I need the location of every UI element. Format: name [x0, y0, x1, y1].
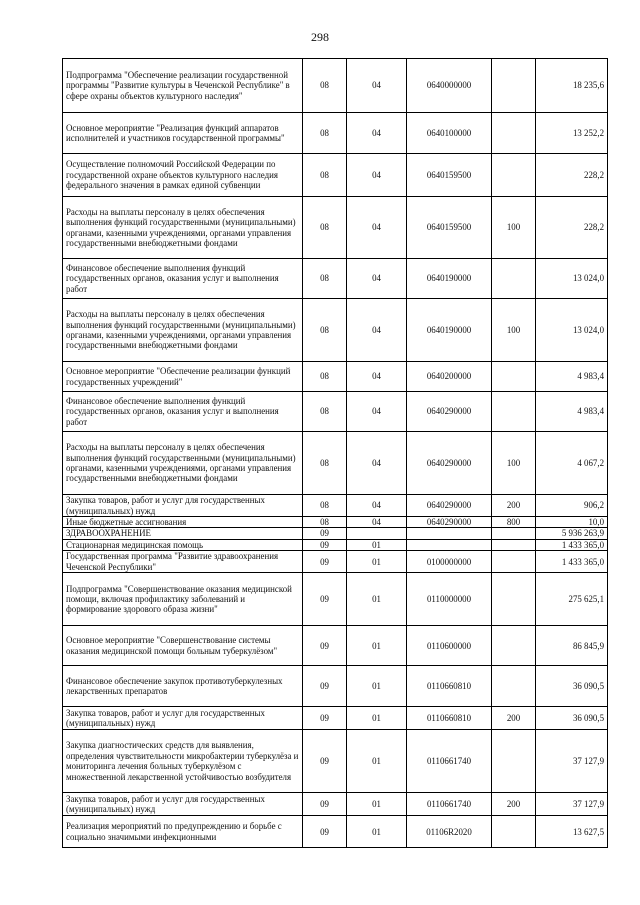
section-code-cell: 09 [303, 707, 347, 730]
amount-cell: 36 090,5 [536, 666, 608, 707]
section-code-cell: 09 [303, 551, 347, 573]
expense-type-cell [492, 154, 536, 197]
budget-table-body [63, 59, 608, 848]
expense-name-cell: Закупка диагностических средств для выявления, определения чувствительности микробактерии туберкулёза и мониторинга лечения больных туберкулёзом с множественной лекарственной устойчивостью возбудителя [63, 730, 303, 793]
target-article-cell [407, 539, 492, 550]
table-row [63, 573, 608, 626]
section-code-cell: 09 [303, 666, 347, 707]
subsection-code-cell: 01 [347, 573, 407, 626]
amount-cell: 13 627,5 [536, 816, 608, 848]
target-article-cell: 01106R2020 [407, 816, 492, 848]
section-code-cell: 08 [303, 113, 347, 154]
target-article-cell: 0110661740 [407, 730, 492, 793]
target-article-cell: 0640290000 [407, 432, 492, 495]
table-row [63, 626, 608, 666]
subsection-code-cell: 01 [347, 793, 407, 816]
table-row [63, 528, 608, 539]
expense-type-cell: 200 [492, 707, 536, 730]
section-code-cell: 08 [303, 432, 347, 495]
target-article-cell: 0640100000 [407, 113, 492, 154]
table-row [63, 299, 608, 362]
subsection-code-cell: 04 [347, 432, 407, 495]
target-article-cell: 0640290000 [407, 517, 492, 528]
expense-type-cell [492, 626, 536, 666]
subsection-code-cell: 04 [347, 259, 407, 299]
section-code-cell: 09 [303, 793, 347, 816]
target-article-cell: 0640290000 [407, 392, 492, 432]
table-row [63, 816, 608, 848]
expense-name-cell: ЗДРАВООХРАНЕНИЕ [63, 528, 303, 539]
amount-cell: 13 252,2 [536, 113, 608, 154]
subsection-code-cell: 04 [347, 517, 407, 528]
expense-name-cell: Реализация мероприятий по предупреждению и борьбе с социально значимыми инфекционными [63, 816, 303, 848]
amount-cell: 228,2 [536, 154, 608, 197]
expense-name-cell: Подпрограмма "Обеспечение реализации государственной программы "Развитие культуры в Чеченской Республике" в сфере охраны объектов культурного наследия" [63, 59, 303, 113]
expense-type-cell [492, 573, 536, 626]
expense-name-cell: Государственная программа "Развитие здравоохранения Чеченской Республики" [63, 551, 303, 573]
amount-cell: 10,0 [536, 517, 608, 528]
subsection-code-cell: 04 [347, 154, 407, 197]
expense-name-cell: Финансовое обеспечение выполнения функций государственных органов, оказания услуг и выполнения работ [63, 392, 303, 432]
amount-cell: 4 067,2 [536, 432, 608, 495]
amount-cell: 37 127,9 [536, 730, 608, 793]
budget-table [62, 58, 608, 848]
target-article-cell: 0640159500 [407, 197, 492, 259]
expense-name-cell: Финансовое обеспечение выполнения функций государственных органов, оказания услуг и выполнения работ [63, 259, 303, 299]
section-code-cell: 08 [303, 362, 347, 392]
expense-type-cell [492, 551, 536, 573]
subsection-code-cell: 04 [347, 113, 407, 154]
expense-name-cell: Подпрограмма "Совершенствование оказания медицинской помощи, включая профилактику заболеваний и формирование здорового образа жизни" [63, 573, 303, 626]
target-article-cell: 0640190000 [407, 299, 492, 362]
target-article-cell: 0640159500 [407, 154, 492, 197]
table-row [63, 154, 608, 197]
target-article-cell: 0640190000 [407, 259, 492, 299]
expense-name-cell: Закупка товаров, работ и услуг для государственных (муниципальных) нужд [63, 793, 303, 816]
table-row [63, 392, 608, 432]
section-code-cell: 08 [303, 197, 347, 259]
subsection-code-cell: 01 [347, 707, 407, 730]
section-code-cell: 08 [303, 495, 347, 517]
section-code-cell: 08 [303, 299, 347, 362]
expense-name-cell: Основное мероприятие "Реализация функций аппаратов исполнителей и участников государственной программы" [63, 113, 303, 154]
target-article-cell: 0110661740 [407, 793, 492, 816]
expense-name-cell: Иные бюджетные ассигнования [63, 517, 303, 528]
expense-type-cell: 100 [492, 197, 536, 259]
subsection-code-cell: 01 [347, 730, 407, 793]
table-row [63, 259, 608, 299]
amount-cell: 13 024,0 [536, 259, 608, 299]
target-article-cell: 0100000000 [407, 551, 492, 573]
section-code-cell: 08 [303, 59, 347, 113]
expense-type-cell [492, 666, 536, 707]
expense-name-cell: Закупка товаров, работ и услуг для государственных (муниципальных) нужд [63, 495, 303, 517]
expense-name-cell: Расходы на выплаты персоналу в целях обеспечения выполнения функций государственными (муниципальными) органами, казенными учреждениями, органами управления государственными внебюджетными фондами [63, 432, 303, 495]
target-article-cell: 0640290000 [407, 495, 492, 517]
expense-type-cell: 800 [492, 517, 536, 528]
amount-cell: 13 024,0 [536, 299, 608, 362]
amount-cell: 5 936 263,9 [536, 528, 608, 539]
amount-cell: 36 090,5 [536, 707, 608, 730]
expense-type-cell [492, 113, 536, 154]
amount-cell: 4 983,4 [536, 392, 608, 432]
table-row [63, 730, 608, 793]
target-article-cell: 0110660810 [407, 707, 492, 730]
expense-type-cell: 100 [492, 299, 536, 362]
section-code-cell: 09 [303, 528, 347, 539]
table-row [63, 793, 608, 816]
subsection-code-cell: 04 [347, 299, 407, 362]
expense-name-cell: Стационарная медицинская помощь [63, 539, 303, 550]
table-row [63, 517, 608, 528]
target-article-cell: 0640000000 [407, 59, 492, 113]
subsection-code-cell: 01 [347, 551, 407, 573]
target-article-cell: 0110660810 [407, 666, 492, 707]
subsection-code-cell: 04 [347, 392, 407, 432]
target-article-cell: 0640200000 [407, 362, 492, 392]
expense-name-cell: Финансовое обеспечение закупок противотуберкулезных лекарственных препаратов [63, 666, 303, 707]
subsection-code-cell [347, 528, 407, 539]
amount-cell: 18 235,6 [536, 59, 608, 113]
subsection-code-cell: 04 [347, 59, 407, 113]
table-row [63, 113, 608, 154]
expense-type-cell [492, 816, 536, 848]
section-code-cell: 08 [303, 154, 347, 197]
expense-name-cell: Закупка товаров, работ и услуг для государственных (муниципальных) нужд [63, 707, 303, 730]
table-row [63, 197, 608, 259]
subsection-code-cell: 01 [347, 626, 407, 666]
table-row [63, 707, 608, 730]
expense-type-cell [492, 730, 536, 793]
amount-cell: 4 983,4 [536, 362, 608, 392]
expense-name-cell: Основное мероприятие "Обеспечение реализации функций государственных учреждений" [63, 362, 303, 392]
amount-cell: 37 127,9 [536, 793, 608, 816]
expense-type-cell [492, 259, 536, 299]
section-code-cell: 09 [303, 730, 347, 793]
table-row [63, 539, 608, 550]
section-code-cell: 08 [303, 259, 347, 299]
section-code-cell: 09 [303, 573, 347, 626]
section-code-cell: 09 [303, 539, 347, 550]
section-code-cell: 09 [303, 816, 347, 848]
table-row [63, 59, 608, 113]
target-article-cell: 0110000000 [407, 573, 492, 626]
subsection-code-cell: 04 [347, 197, 407, 259]
amount-cell: 1 433 365,0 [536, 551, 608, 573]
expense-name-cell: Расходы на выплаты персоналу в целях обеспечения выполнения функций государственными (муниципальными) органами, казенными учреждениями, органами управления государственными внебюджетными фондами [63, 299, 303, 362]
section-code-cell: 08 [303, 517, 347, 528]
expense-type-cell [492, 528, 536, 539]
expense-type-cell: 100 [492, 432, 536, 495]
expense-type-cell [492, 539, 536, 550]
table-row [63, 495, 608, 517]
amount-cell: 1 433 365,0 [536, 539, 608, 550]
expense-type-cell [492, 392, 536, 432]
subsection-code-cell: 01 [347, 666, 407, 707]
expense-type-cell [492, 59, 536, 113]
amount-cell: 275 625,1 [536, 573, 608, 626]
table-row [63, 666, 608, 707]
subsection-code-cell: 01 [347, 816, 407, 848]
subsection-code-cell: 04 [347, 362, 407, 392]
expense-name-cell: Расходы на выплаты персоналу в целях обеспечения выполнения функций государственными (муниципальными) органами, казенными учреждениями, органами управления государственными внебюджетными фондами [63, 197, 303, 259]
expense-name-cell: Осуществление полномочий Российской Федерации по государственной охране объектов культурного наследия федерального значения в рамках единой субвенции [63, 154, 303, 197]
section-code-cell: 08 [303, 392, 347, 432]
target-article-cell [407, 528, 492, 539]
subsection-code-cell: 04 [347, 495, 407, 517]
expense-type-cell: 200 [492, 495, 536, 517]
section-code-cell: 09 [303, 626, 347, 666]
amount-cell: 228,2 [536, 197, 608, 259]
amount-cell: 906,2 [536, 495, 608, 517]
table-row [63, 362, 608, 392]
expense-type-cell [492, 362, 536, 392]
target-article-cell: 0110600000 [407, 626, 492, 666]
expense-name-cell: Основное мероприятие "Совершенствование системы оказания медицинской помощи больным туберкулёзом" [63, 626, 303, 666]
subsection-code-cell: 01 [347, 539, 407, 550]
table-row [63, 551, 608, 573]
expense-type-cell: 200 [492, 793, 536, 816]
page-number: 298 [311, 30, 329, 44]
amount-cell: 86 845,9 [536, 626, 608, 666]
table-row [63, 432, 608, 495]
